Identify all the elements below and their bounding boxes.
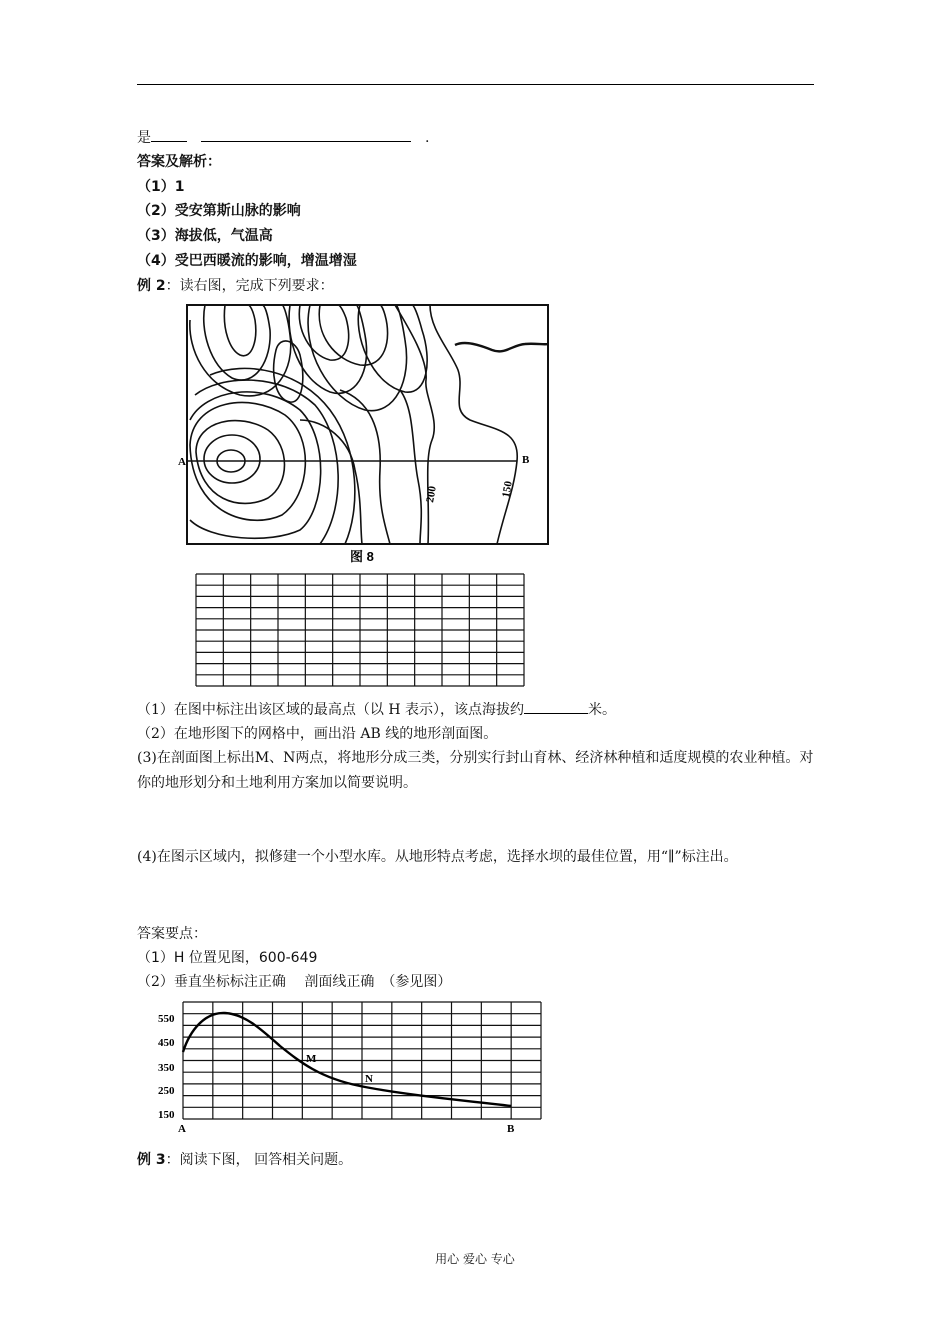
- question-1-text: （1）在图中标注出该区域的最高点（以 H 表示），该点海拔约: [137, 702, 525, 718]
- y-tick-label: 450: [158, 1037, 175, 1049]
- answer-item: （4）受巴西暖流的影响，增温增湿: [137, 253, 357, 269]
- terrain-profile-figure: [150, 998, 545, 1138]
- example-label: 例 2: [137, 278, 166, 294]
- point-b-label: B: [522, 454, 530, 466]
- y-tick-label: 250: [158, 1085, 175, 1097]
- answer-item: （1）1: [137, 179, 185, 195]
- y-tick-label: 550: [158, 1013, 175, 1025]
- question-2: （2）在地形图下的网格中，画出沿 AB 线的地形剖面图。: [137, 726, 498, 742]
- figure-caption: 图 8: [350, 549, 374, 564]
- answers-heading: 答案及解析：: [137, 154, 221, 170]
- profile-point-m: M: [306, 1053, 317, 1065]
- key-points-heading: 答案要点：: [137, 926, 207, 942]
- header-rule: [137, 84, 814, 85]
- example-3-prompt: [137, 1150, 352, 1170]
- example-label: 例 3: [137, 1152, 166, 1168]
- contour-label-150: 150: [500, 480, 515, 499]
- example-text: ：阅读下图， 回答相关问题。: [165, 1152, 353, 1168]
- example-text: ：读右图，完成下列要求：: [165, 278, 334, 294]
- example-2-prompt: [137, 276, 334, 296]
- page-footer: 用心 爱心 专心: [435, 1252, 515, 1266]
- question-4: (4)在图示区域内，拟修建一个小型水库。从地形特点考虑，选择水坝的最佳位置，用“∥”标注出。: [137, 849, 738, 865]
- profile-point-a: A: [178, 1123, 186, 1135]
- answer-blank[interactable]: [201, 127, 411, 142]
- contour-label-200: 200: [424, 485, 439, 504]
- question-1: [137, 698, 815, 723]
- key-point-2: （2）垂直坐标标注正确 剖面线正确 （参见图）: [137, 974, 452, 990]
- question-1-suffix: 米。: [588, 702, 617, 718]
- answer-item: （2）受安第斯山脉的影响: [137, 203, 301, 219]
- altitude-blank[interactable]: [524, 699, 588, 714]
- key-point-1: （1）H 位置见图，600-649: [137, 950, 318, 966]
- contour-map: [176, 302, 552, 570]
- profile-point-n: N: [365, 1073, 373, 1085]
- line-prefix: 是: [137, 130, 151, 146]
- point-a-label: A: [178, 456, 186, 468]
- line-suffix: .: [425, 130, 430, 146]
- fill-blank-line: [137, 127, 429, 148]
- answer-item: （3）海拔低，气温高: [137, 228, 273, 244]
- answer-blank[interactable]: [151, 127, 187, 142]
- profile-point-b: B: [507, 1123, 515, 1135]
- y-tick-label: 150: [158, 1109, 175, 1121]
- y-tick-label: 350: [158, 1062, 175, 1074]
- profile-answer-grid[interactable]: [190, 570, 540, 690]
- profile-curve: [183, 1013, 511, 1106]
- question-3: (3)在剖面图上标出M、N两点，将地形分成三类，分别实行封山育林、经济林种植和适度规模的农业种植。对你的地形划分和土地利用方案加以简要说明。: [137, 750, 814, 791]
